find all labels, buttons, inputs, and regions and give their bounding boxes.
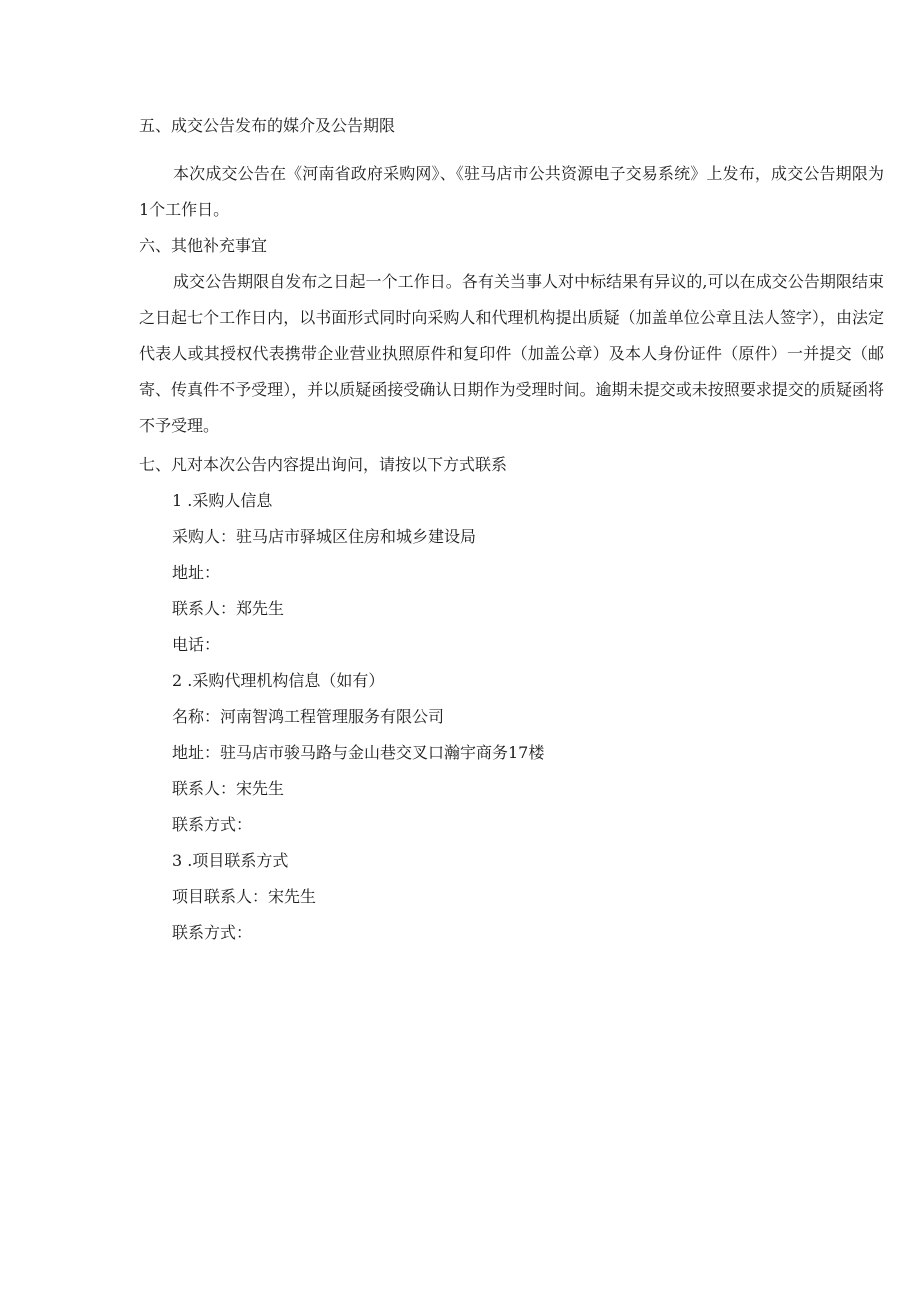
purchaser-address: 地址：	[172, 563, 221, 582]
section-6-body: 成交公告期限自发布之日起一个工作日。各有关当事人对中标结果有异议的,可以在成交公告期限结束之日起七个工作日内，以书面形式同时向采购人和代理机构提出质疑（加盖单位公章且法人签字），由法定代表人或其授权代表携带企业营业执照原件和复印件（加盖公章）及本人身份证件（原件）一并提交（邮寄、传真件不予受理），并以质疑函接受确认日期作为受理时间。逾期未提交或未按照要求提交的质疑函将不予受理。	[139, 272, 884, 435]
project-contact-title: 3 .项目联系方式	[172, 851, 289, 870]
agency-contact: 联系人：宋先生	[172, 779, 285, 798]
section-6-heading: 六、其他补充事宜	[139, 236, 268, 255]
section-5-body: 本次成交公告在《河南省政府采购网》、《驻马店市公共资源电子交易系统》上发布，成交公告期限为1个工作日。	[139, 164, 884, 219]
project-contact-method: 联系方式：	[172, 923, 253, 942]
project-contact-person: 项目联系人：宋先生	[172, 887, 317, 906]
purchaser-phone: 电话：	[172, 635, 221, 654]
section-5-heading: 五、成交公告发布的媒介及公告期限	[139, 116, 396, 135]
agency-info-title: 2 .采购代理机构信息（如有）	[172, 671, 385, 690]
agency-contact-method: 联系方式：	[172, 815, 253, 834]
agency-address: 地址：驻马店市骏马路与金山巷交叉口瀚宇商务17楼	[172, 743, 545, 762]
agency-name: 名称：河南智鸿工程管理服务有限公司	[172, 707, 445, 726]
purchaser-contact: 联系人：郑先生	[172, 599, 285, 618]
purchaser-info-title: 1 .采购人信息	[172, 491, 273, 510]
section-7-heading: 七、凡对本次公告内容提出询问，请按以下方式联系	[139, 455, 508, 474]
purchaser-name: 采购人：驻马店市驿城区住房和城乡建设局	[172, 527, 477, 546]
